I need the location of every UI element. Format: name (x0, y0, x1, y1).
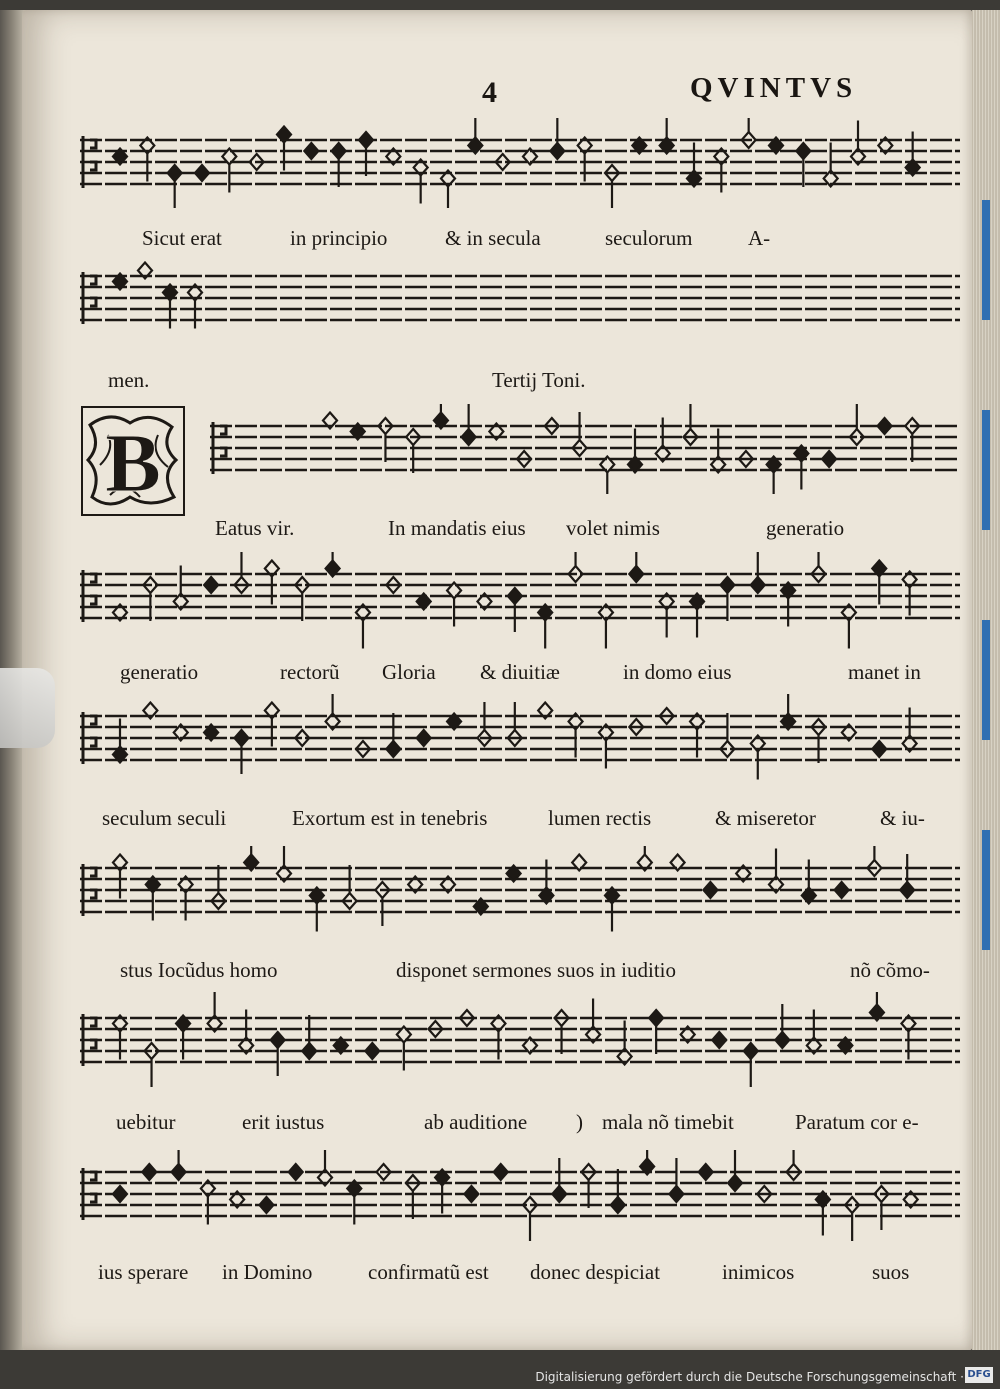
note-head (550, 143, 564, 159)
lyric-syllable: confirmatũ est (368, 1260, 489, 1284)
initial-letter: B (104, 417, 162, 510)
note-head (796, 143, 810, 159)
lyric-syllable: ) (576, 1110, 583, 1134)
note-head (751, 577, 765, 593)
dfg-logo: DFG (965, 1367, 993, 1383)
staff-system-2 (80, 256, 960, 356)
lyric-syllable: in Domino (222, 1260, 313, 1284)
note-head (775, 1032, 789, 1048)
note-head (629, 566, 643, 582)
note-head (234, 730, 248, 746)
lyric-syllable: seculum seculi (102, 806, 227, 830)
lyric-syllable: & miseretor (715, 806, 816, 830)
lyric-syllable: lumen rectis (548, 806, 652, 830)
lyric-syllable: & diuitiæ (480, 660, 560, 684)
note-head (168, 165, 182, 181)
note-head (142, 1164, 156, 1180)
lyric-syllable: generatio (120, 660, 199, 684)
staff-system-8 (80, 1150, 960, 1250)
lyric-syllable: nõ cõmo- (850, 958, 930, 982)
note-head (699, 1164, 713, 1180)
lyric-syllable: & iu- (880, 806, 925, 830)
lyric-syllable: donec despiciat (530, 1260, 661, 1284)
note-head (113, 1186, 127, 1202)
lyrics-line-2 (80, 368, 960, 398)
note-head (365, 1043, 379, 1059)
staff-system-5 (80, 694, 960, 794)
note-head (259, 1197, 273, 1213)
note-head (611, 1197, 625, 1213)
plastic-clip (0, 668, 55, 748)
note-head (872, 741, 886, 757)
lyric-syllable: A- (748, 226, 771, 250)
note-head (835, 882, 849, 898)
voice-part-title: QVINTVS (690, 72, 858, 104)
lyrics-line-1 (80, 226, 960, 256)
lyrics-line-7 (80, 1110, 960, 1140)
note-head (304, 143, 318, 159)
lyric-syllable: mala nõ timebit (602, 1110, 734, 1134)
note-head (494, 1164, 508, 1180)
lyric-syllable: In mandatis eius (388, 516, 526, 540)
lyric-syllable: Exortum est in tenebris (292, 806, 488, 830)
page-number: 4 (482, 76, 497, 109)
note-head (649, 1010, 663, 1026)
lyric-syllable: uebitur (116, 1110, 176, 1134)
section-heading: Tertij Toni. (492, 368, 586, 392)
lyrics-line-6 (80, 958, 960, 988)
funding-note: Digitalisierung gefördert durch die Deutsche Forschungsgemeinschaft · (535, 1370, 964, 1384)
note-head (900, 882, 914, 898)
staff-system-6 (80, 846, 960, 946)
note-head (289, 1164, 303, 1180)
note-head (703, 882, 717, 898)
lyric-syllable: erit iustus (242, 1110, 325, 1134)
lyric-syllable: Sicut erat (142, 226, 222, 250)
lyric-syllable: rectorũ (280, 660, 340, 684)
note-head (417, 730, 431, 746)
lyric-syllable: suos (872, 1260, 910, 1284)
note-head (669, 1186, 683, 1202)
lyric-syllable: volet nimis (566, 516, 660, 540)
note-head (332, 143, 346, 159)
lyric-syllable: men. (108, 368, 150, 392)
note-head (386, 741, 400, 757)
note-head (728, 1175, 742, 1191)
lyric-syllable: & in secula (445, 226, 541, 250)
color-calibration-strip (975, 200, 997, 1200)
note-head (878, 418, 892, 434)
lyric-syllable: stus Iocũdus homo (120, 958, 278, 982)
lyrics-line-8 (80, 1260, 960, 1290)
staff-system-4 (80, 552, 960, 652)
staff-system-1 (80, 118, 960, 208)
lyric-syllable: inimicos (722, 1260, 795, 1284)
note-head (720, 577, 734, 593)
note-head (744, 1043, 758, 1059)
lyrics-line-4 (80, 660, 960, 690)
lyrics-line-3 (80, 516, 960, 546)
note-head (204, 577, 218, 593)
note-head (552, 1186, 566, 1202)
note-head (508, 588, 522, 604)
note-head (464, 1186, 478, 1202)
note-head (462, 429, 476, 445)
lyric-syllable: ab auditione (424, 1110, 528, 1134)
lyric-syllable: generatio (766, 516, 845, 540)
decorated-initial (80, 405, 186, 517)
lyric-syllable: ius sperare (98, 1260, 189, 1284)
note-head (822, 451, 836, 467)
lyric-syllable: Eatus vir. (215, 516, 295, 540)
note-head (195, 165, 209, 181)
lyric-syllable: Gloria (382, 660, 436, 684)
lyric-syllable: Paratum cor e- (795, 1110, 919, 1134)
note-head (172, 1164, 186, 1180)
lyric-syllable: seculorum (605, 226, 693, 250)
lyric-syllable: manet in (848, 660, 921, 684)
lyric-syllable: in principio (290, 226, 388, 250)
staff-system-3 (210, 404, 960, 494)
note-head (271, 1032, 285, 1048)
note-head (712, 1032, 726, 1048)
lyric-syllable: disponet sermones suos in iuditio (396, 958, 676, 982)
note-head (302, 1043, 316, 1059)
staff-system-7 (80, 992, 960, 1102)
note-head (359, 132, 373, 148)
lyrics-line-5 (80, 806, 960, 836)
lyric-syllable: in domo eius (623, 660, 732, 684)
